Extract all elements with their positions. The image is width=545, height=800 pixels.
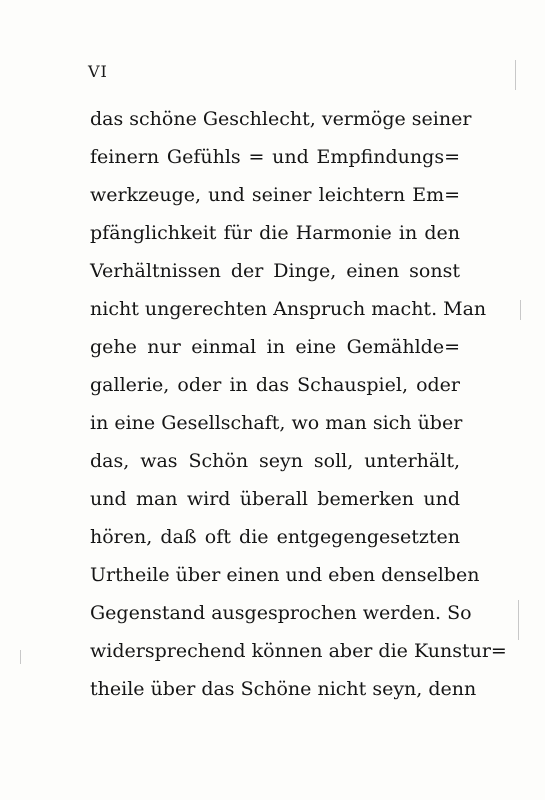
text-line: hören, daß oft die entgegengesetzten — [90, 526, 460, 548]
text-line: und man wird überall bemerken und — [90, 488, 460, 510]
text-line: gallerie, oder in das Schauspiel, oder — [90, 374, 460, 396]
text-line: das, was Schön seyn soll, unterhält, — [90, 450, 460, 472]
page-edge-mark — [20, 650, 21, 664]
text-line: in eine Gesellschaft, wo man sich über — [90, 412, 463, 434]
text-line: Urtheile über einen und eben denselben — [90, 564, 480, 586]
page-number: VI — [88, 62, 108, 81]
text-line: Verhältnissen der Dinge, einen sonst — [90, 260, 460, 282]
text-line: nicht ungerechten Anspruch macht. Man — [90, 298, 487, 320]
text-line: theile über das Schöne nicht seyn, denn — [90, 678, 477, 700]
page-edge-mark — [515, 60, 516, 90]
text-line: gehe nur einmal in eine Gemählde= — [90, 336, 460, 358]
page-edge-mark — [518, 600, 519, 640]
text-line: pfänglichkeit für die Harmonie in den — [90, 222, 460, 244]
text-line: feinern Gefühls = und Empfindungs= — [90, 146, 460, 168]
text-line: werkzeuge, und seiner leichtern Em= — [90, 184, 460, 206]
text-line: Gegenstand ausgesprochen werden. So — [90, 602, 472, 624]
text-line: das schöne Geschlecht, vermöge seiner — [90, 108, 472, 130]
page-edge-mark — [520, 300, 521, 320]
text-line: widersprechend können aber die Kunstur= — [90, 640, 507, 662]
